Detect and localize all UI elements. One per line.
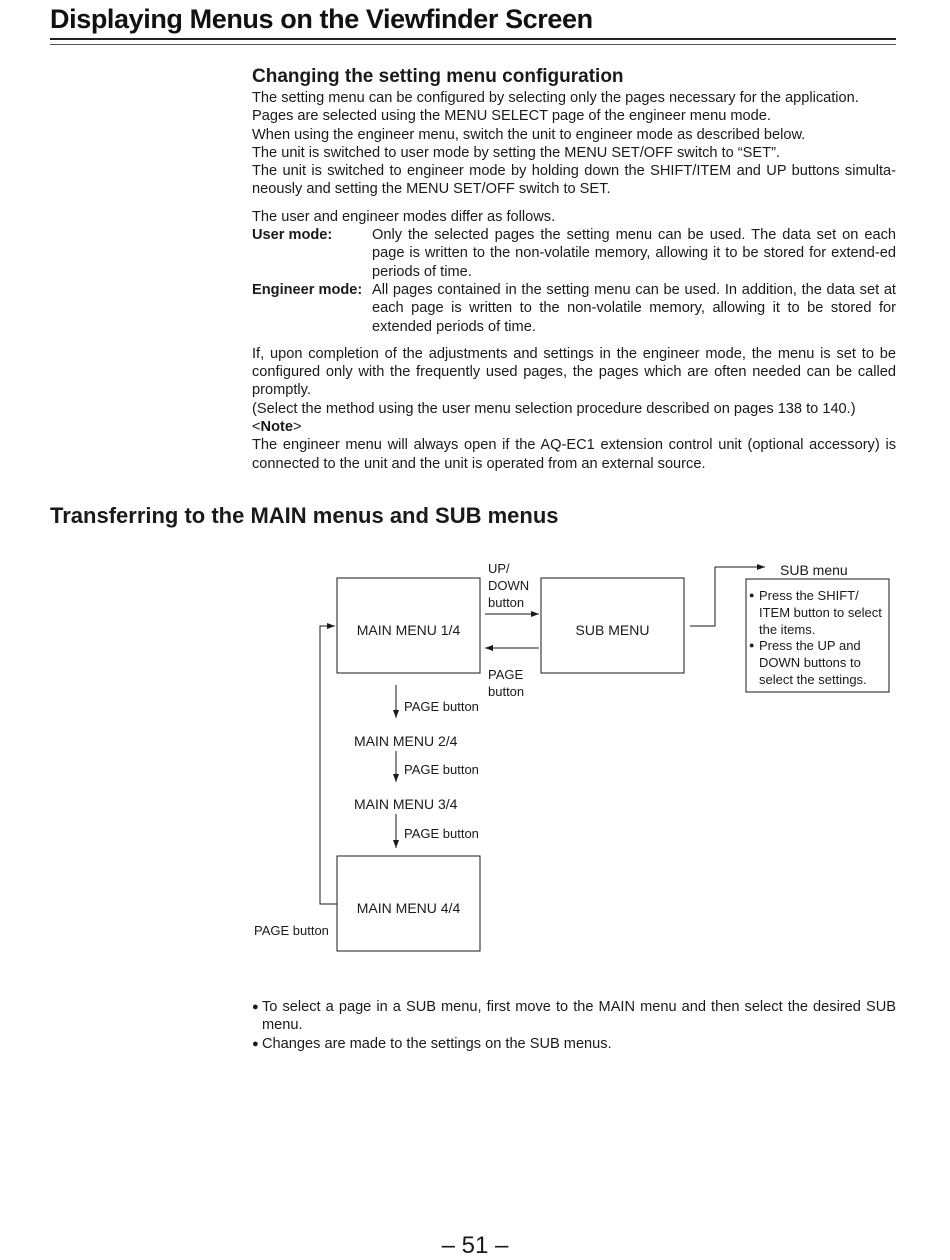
bullet-icon: ● (749, 590, 755, 600)
main-menu-1-label: MAIN MENU 1/4 (356, 622, 461, 638)
page-number: – 51 – (441, 1232, 509, 1259)
note-label: Note (260, 419, 293, 436)
intro-line: Pages are selected using the MENU SELECT page of the engineer menu mode. (252, 108, 771, 125)
list-item (252, 1035, 896, 1053)
sub-menu-note-line: select the settings. (759, 672, 867, 687)
intro-line: The unit is switched to engineer mode by holding down the SHIFT/ITEM and UP buttons simulta-neously and setting the MENU SET/OFF switch to SET. (252, 163, 896, 198)
mode-description: All pages contained in the setting menu can be used. In addition, the data set at each page is written to the non-volatile memory, allowing it to be stored for extended periods of time. (372, 281, 896, 335)
up-down-label-line: DOWN (488, 578, 530, 593)
main-menu-4-label: MAIN MENU 4/4 (356, 900, 461, 916)
mode-description: Only the selected pages the setting menu can be used. The data set on each page is written to the non-volatile memory, allowing it to be stored for extend-ed periods of time. (372, 227, 896, 280)
sub-menu-note-line: Press the SHIFT/ (759, 588, 859, 603)
sub-menu-note-line: ITEM button to select (759, 605, 882, 620)
section-heading-transfer: Transferring to the MAIN menus and SUB menus (50, 503, 559, 528)
sub-menu-note-line: DOWN buttons to (759, 655, 861, 670)
modes-intro: The user and engineer modes differ as follows. (252, 208, 556, 225)
note-bracket-close: > (292, 419, 302, 436)
page-button-label: PAGE button (404, 699, 479, 714)
bullet-icon: ● (252, 1037, 259, 1050)
note-bracket-open: < (252, 419, 261, 436)
section-heading: Changing the setting menu configuration (252, 66, 624, 87)
intro-line: When using the engineer menu, switch the unit to engineer mode as described below. (252, 126, 806, 143)
completion-paragraph: If, upon completion of the adjustments and settings in the engineer mode, the menu is set to be configured only with the frequently used pages, the pages which are often needed can be called promptly. (252, 345, 896, 399)
main-menu-2-label: MAIN MENU 2/4 (354, 733, 458, 749)
note-text: The engineer menu will always open if the AQ-EC1 extension control unit (optional accessory) is connected to the unit and the unit is operated from an external source. (252, 437, 896, 472)
intro-line: The unit is switched to user mode by setting the MENU SET/OFF switch to “SET”. (252, 144, 780, 161)
page-title: Displaying Menus on the Viewfinder Screen (50, 4, 593, 34)
up-down-label-line: UP/ (488, 561, 510, 576)
page-loop-arrow (320, 626, 337, 904)
list-item-text: To select a page in a SUB menu, first move to the MAIN menu and then select the desired SUB menu. (262, 999, 896, 1034)
bullet-icon: ● (252, 1001, 259, 1013)
page-return-label-line: button (488, 684, 525, 699)
sub-menu-note-line: the items. (759, 622, 816, 637)
intro-line: The setting menu can be configured by selecting only the pages necessary for the application. (252, 90, 859, 106)
sub-menu-box-label: SUB MENU (575, 622, 650, 638)
transfer-notes (252, 998, 896, 1053)
sub-menu-title: SUB menu (780, 562, 848, 578)
sub-menu-note-line: Press the UP and (759, 638, 861, 653)
select-method-paragraph: (Select the method using the user menu selection procedure described on pages 138 to 140.) (252, 400, 856, 417)
bullet-icon: ● (749, 640, 755, 650)
mode-label: Engineer mode: (252, 281, 363, 298)
list-item (252, 998, 896, 1035)
list-item-text: Changes are made to the settings on the SUB menus. (262, 1035, 612, 1052)
mode-label: User mode: (252, 227, 333, 244)
page-loop-label: PAGE button (254, 923, 329, 938)
page-button-label: PAGE button (404, 826, 479, 841)
page-button-label: PAGE button (404, 762, 479, 777)
page-return-label-line: PAGE (488, 667, 524, 682)
main-menu-3-label: MAIN MENU 3/4 (354, 796, 458, 812)
up-down-label-line: button (488, 595, 525, 610)
